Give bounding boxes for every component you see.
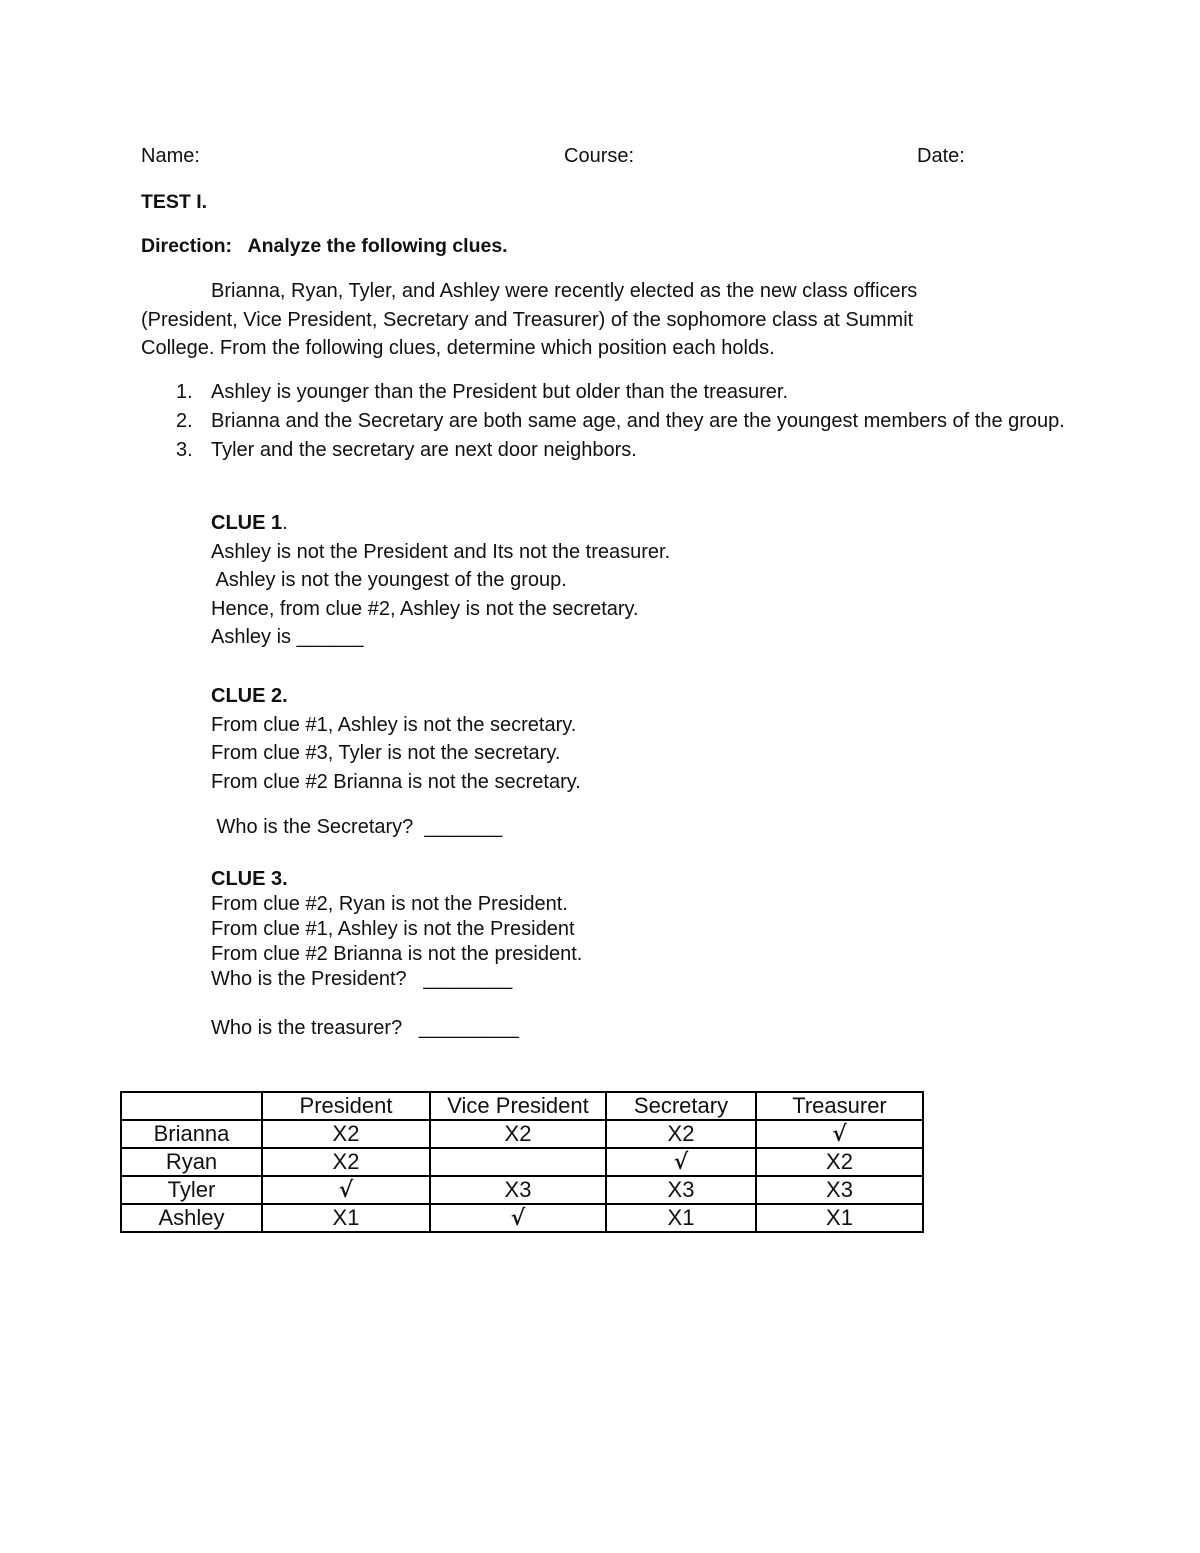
- treasurer-question: Who is the treasurer? _________: [211, 1017, 519, 1039]
- table-row: [121, 1176, 923, 1204]
- intro-line: Brianna, Ryan, Tyler, and Ashley were recently elected as the new class officers: [211, 280, 918, 302]
- clue1-line: Ashley is not the President and Its not the treasurer.: [211, 540, 671, 563]
- date-label: Date:: [917, 145, 965, 167]
- course-label: Course:: [564, 145, 635, 167]
- clue2-line: From clue #2 Brianna is not the secretary.: [211, 770, 581, 793]
- table-header-cell: Treasurer: [756, 1092, 923, 1120]
- table-cell: [430, 1148, 606, 1176]
- table-header-row: [121, 1092, 923, 1120]
- clue3-line: From clue #2, Ryan is not the President.: [211, 893, 568, 915]
- list-item-text: Brianna and the Secretary are both same age, and they are the youngest members of the group.: [211, 409, 1065, 432]
- intro-line: College. From the following clues, determine which position each holds.: [141, 337, 775, 359]
- table-row-label: Ashley: [121, 1204, 262, 1232]
- direction-label: Direction:: [141, 235, 233, 257]
- table-cell: X2: [756, 1148, 923, 1176]
- intro-paragraph: [141, 277, 1001, 363]
- table-cell: X3: [606, 1176, 756, 1204]
- intro-line: (President, Vice President, Secretary and Treasurer) of the sophomore class at Summit: [141, 308, 914, 331]
- clue2-line: From clue #1, Ashley is not the secretary.: [211, 713, 577, 736]
- list-item-text: Tyler and the secretary are next door neighbors.: [211, 438, 637, 461]
- table-row-label: Tyler: [121, 1176, 262, 1204]
- table-row: [121, 1120, 923, 1148]
- secretary-question: Who is the Secretary? _______: [211, 816, 503, 838]
- test-title: TEST I.: [141, 191, 208, 213]
- list-item: [141, 378, 1071, 407]
- table-cell: X2: [430, 1120, 606, 1148]
- clue1-block: [211, 509, 670, 652]
- list-item-text: Ashley is younger than the President but older than the treasurer.: [211, 381, 789, 403]
- list-item: [141, 436, 1071, 465]
- clue3-heading: CLUE 3.: [211, 868, 288, 890]
- table-cell: X3: [756, 1176, 923, 1204]
- table-cell: √: [430, 1204, 606, 1232]
- table-cell: X1: [756, 1204, 923, 1232]
- clue1-line: Hence, from clue #2, Ashley is not the secretary.: [211, 597, 639, 620]
- table-row: [121, 1148, 923, 1176]
- table-cell: X1: [606, 1204, 756, 1232]
- clue3-block: [211, 867, 582, 992]
- clue3-line: From clue #2 Brianna is not the president.: [211, 943, 583, 965]
- table-cell: √: [606, 1148, 756, 1176]
- table-row: [121, 1204, 923, 1232]
- table-row-label: Ryan: [121, 1148, 262, 1176]
- table-cell: √: [756, 1120, 923, 1148]
- name-label: Name:: [141, 145, 200, 167]
- clue-list: [141, 378, 1071, 464]
- table-header-cell: Secretary: [606, 1092, 756, 1120]
- table-cell: X2: [606, 1120, 756, 1148]
- table-cell: √: [262, 1176, 430, 1204]
- direction-text: Analyze the following clues.: [247, 235, 508, 257]
- table-row-label: Brianna: [121, 1120, 262, 1148]
- direction-line: [141, 235, 508, 258]
- clue2-block: [211, 682, 581, 796]
- table-cell: X2: [262, 1148, 430, 1176]
- clue3-line: From clue #1, Ashley is not the President: [211, 918, 575, 940]
- list-item-number: 1.: [176, 381, 193, 403]
- president-question: Who is the President? ________: [211, 968, 513, 990]
- table-cell: X1: [262, 1204, 430, 1232]
- clue1-line: Ashley is not the youngest of the group.: [211, 569, 567, 591]
- clue1-answer-line: Ashley is ______: [211, 626, 364, 648]
- clue2-heading: CLUE 2.: [211, 685, 288, 707]
- list-item-number: 3.: [176, 438, 193, 461]
- clue2-line: From clue #3, Tyler is not the secretary.: [211, 742, 561, 764]
- table-header-cell: President: [262, 1092, 430, 1120]
- table-header-cell: Vice President: [430, 1092, 606, 1120]
- list-item-number: 2.: [176, 409, 193, 432]
- clue1-heading: CLUE 1.: [211, 512, 288, 534]
- list-item: [141, 407, 1071, 436]
- table-cell: X3: [430, 1176, 606, 1204]
- logic-grid-table: [120, 1091, 924, 1233]
- table-cell: X2: [262, 1120, 430, 1148]
- table-header-cell: [121, 1092, 262, 1120]
